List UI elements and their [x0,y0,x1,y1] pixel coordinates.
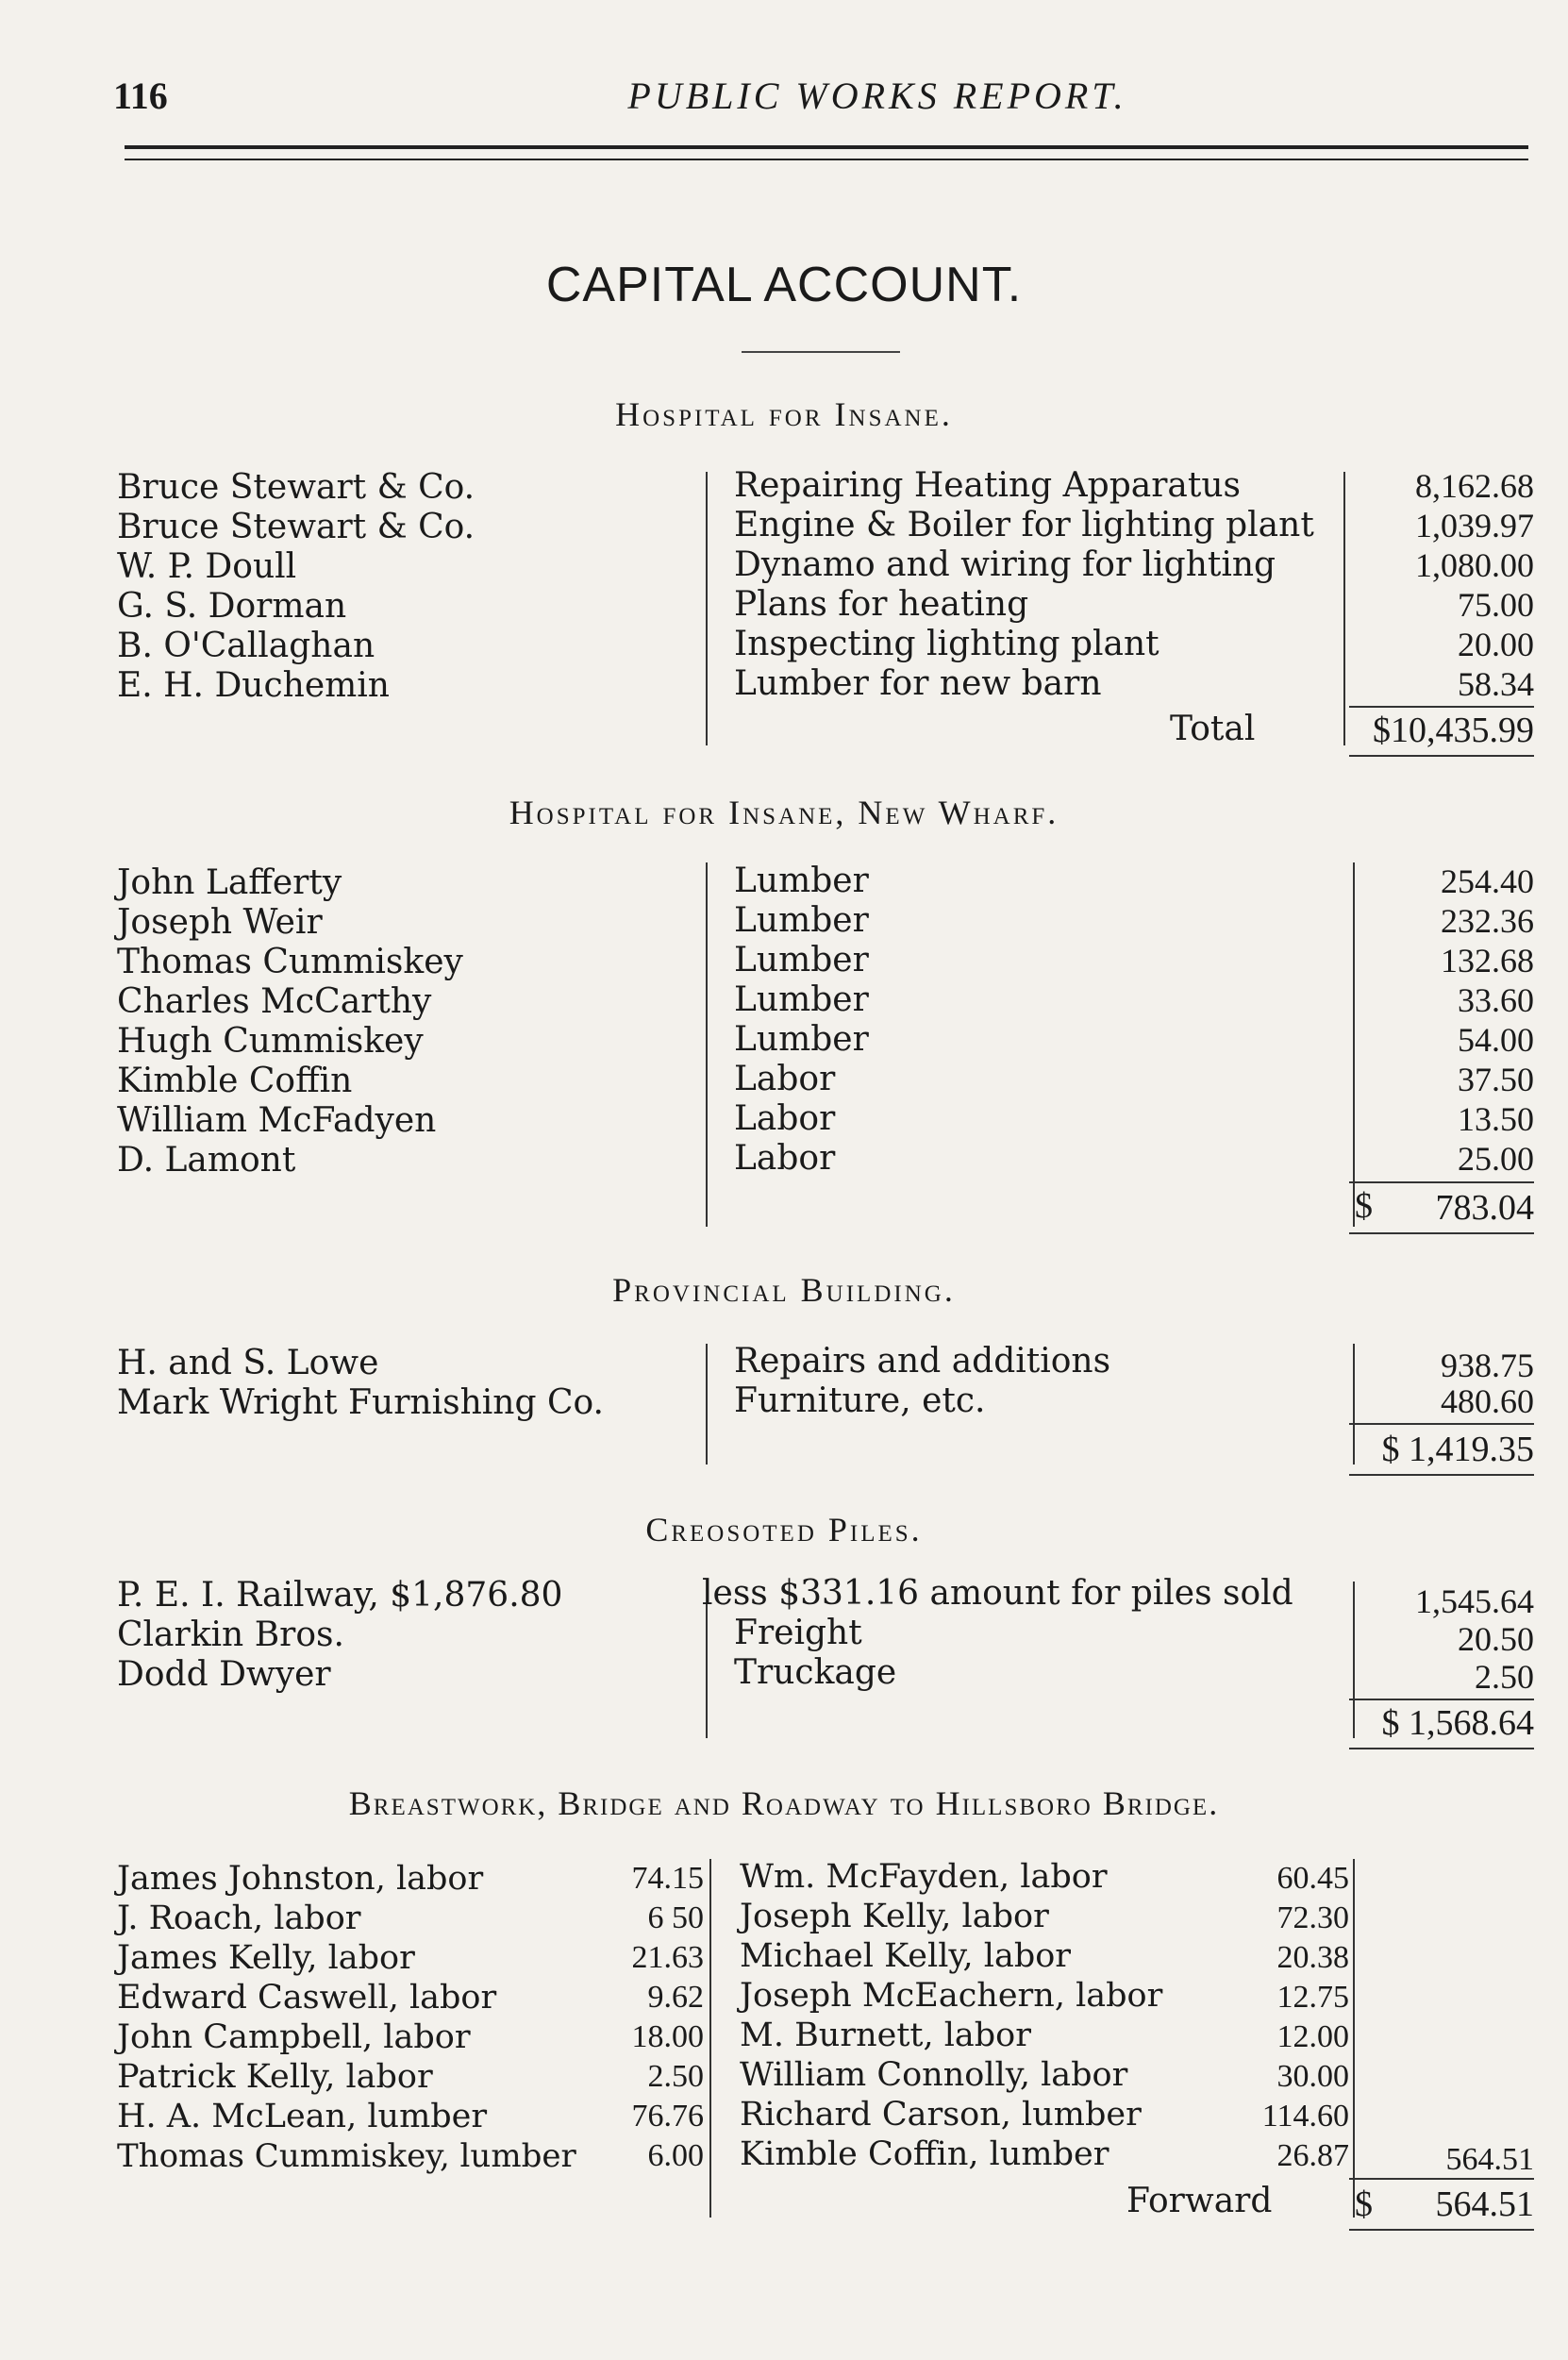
amount-rule [1349,1181,1534,1183]
description: Engine & Boiler for lighting plant [734,506,1314,544]
amount: 20.00 [1458,626,1534,663]
ledger-entry-name: Wm. McFayden, labor [740,1858,1108,1896]
section-total: $10,435.99 [1373,711,1534,750]
forward-label: Forward [1126,2182,1273,2220]
amount: 33.60 [1458,981,1534,1019]
description: Repairs and additions [734,1342,1111,1381]
ledger-entry-amount: 72.30 [1276,1900,1349,1935]
payee: D. Lamont [117,1141,296,1180]
ledger-entry-amount: 9.62 [647,1980,704,2015]
amount: 8,162.68 [1415,467,1534,505]
payee: P. E. I. Railway, $1,876.80 [117,1576,563,1615]
ledger-entry-name: Edward Caswell, labor [117,1979,497,2017]
ledger-entry-name: Joseph McEachern, labor [740,1977,1163,2015]
amount: 232.36 [1441,902,1534,940]
amount: 54.00 [1458,1021,1534,1059]
amount: 13.50 [1458,1100,1534,1138]
payee: Bruce Stewart & Co. [117,508,475,546]
amount: 480.60 [1441,1382,1534,1420]
column-rule [706,1604,708,1738]
description: Freight [734,1614,862,1652]
ledger-entry-name: James Kelly, labor [117,1939,415,1977]
section-heading-provincial: Provincial Building. [612,1271,956,1309]
description: Dynamo and wiring for lighting [734,545,1276,584]
description: Lumber for new barn [734,664,1102,703]
amount: 254.40 [1441,862,1534,900]
section-total: $ 1,419.35 [1381,1430,1534,1469]
section-subtotal: 564.51 [1445,2142,1534,2177]
ledger-entry-amount: 18.00 [631,2019,704,2054]
amount: 132.68 [1441,942,1534,979]
section-total: 783.04 [1435,1188,1534,1228]
description: Truckage [734,1653,897,1692]
header-rule [125,145,1528,160]
section-total: $ 1,568.64 [1381,1703,1534,1743]
total-rule [1349,1748,1534,1749]
ledger-entry-amount: 6 50 [647,1900,704,1935]
ledger-entry-name: William Connolly, labor [740,2056,1128,2094]
description: less $331.16 amount for piles sold [702,1574,1293,1613]
ledger-entry-name: James Johnston, labor [117,1860,484,1898]
total-rule [1349,1232,1534,1234]
ledger-entry-amount: 6.00 [647,2138,704,2173]
ledger-entry-name: John Campbell, labor [117,2018,471,2056]
payee: Dodd Dwyer [117,1655,331,1694]
payee: G. S. Dorman [117,587,347,626]
total-rule [1349,1474,1534,1476]
description: Lumber [734,901,869,940]
total-label: Total [1170,710,1256,748]
amount-rule [1349,1423,1534,1425]
amount: 58.34 [1458,665,1534,703]
total-rule [1349,2229,1534,2231]
column-rule [1353,1344,1355,1465]
section-heading-wharf: Hospital for Insane, New Wharf. [509,794,1059,831]
column-rule [1343,472,1345,745]
ledger-entry-name: Patrick Kelly, labor [117,2058,433,2096]
description: Furniture, etc. [734,1381,986,1420]
column-rule [1353,862,1355,1227]
description: Labor [734,1060,836,1098]
amount-rule [1349,1699,1534,1700]
amount: 1,039.97 [1415,507,1534,544]
amount: 20.50 [1458,1620,1534,1658]
running-title: PUBLIC WORKS REPORT. [627,75,1127,117]
column-rule [1353,1582,1355,1738]
amount: 2.50 [1475,1658,1534,1696]
description: Labor [734,1099,836,1138]
ledger-entry-name: Michael Kelly, labor [740,1937,1072,1975]
ledger-entry-amount: 26.87 [1276,2138,1349,2173]
payee: Thomas Cummiskey [117,943,463,981]
column-rule [706,472,708,745]
column-rule [706,1344,708,1465]
payee: John Lafferty [117,863,342,902]
ledger-entry-amount: 12.00 [1276,2019,1349,2054]
payee: Charles McCarthy [117,982,432,1021]
payee: Joseph Weir [117,903,323,942]
currency-symbol: $ [1355,2184,1373,2224]
ledger-entry-name: Joseph Kelly, labor [740,1898,1049,1935]
payee: Bruce Stewart & Co. [117,468,475,507]
currency-symbol: $ [1355,1186,1373,1226]
payee: W. P. Doull [117,547,297,586]
amount: 75.00 [1458,586,1534,624]
page-number: 116 [113,75,168,117]
payee: William McFadyen [117,1101,437,1140]
amount: 37.50 [1458,1061,1534,1098]
payee: B. O'Callaghan [117,627,375,665]
ledger-entry-name: Thomas Cummiskey, lumber [117,2137,576,2175]
ledger-entry-amount: 12.75 [1276,1980,1349,2015]
ledger-entry-amount: 30.00 [1276,2059,1349,2094]
running-head [113,74,1528,130]
ledger-entry-amount: 21.63 [631,1940,704,1975]
column-rule [1353,1859,1355,2218]
description: Labor [734,1139,836,1178]
ledger-entry-name: Richard Carson, lumber [740,2096,1142,2134]
ledger-entry-name: Kimble Coffin, lumber [740,2135,1109,2173]
forward-total: 564.51 [1435,2184,1534,2224]
amount: 1,545.64 [1415,1582,1534,1620]
description: Plans for heating [734,585,1029,624]
payee: Clarkin Bros. [117,1615,344,1654]
page-title: CAPITAL ACCOUNT. [545,258,1023,312]
description: Lumber [734,862,869,900]
payee: H. and S. Lowe [117,1344,379,1382]
ledger-entry-name: J. Roach, labor [117,1900,361,1937]
ledger-entry-amount: 76.76 [631,2099,704,2134]
amount-rule [1349,706,1534,708]
description: Lumber [734,941,869,979]
title-rule [742,351,900,353]
column-rule [706,862,708,1227]
column-rule [709,1859,711,2218]
ledger-entry-name: H. A. McLean, lumber [117,2098,488,2135]
amount-rule [1349,2178,1534,2180]
ledger-entry-name: M. Burnett, labor [740,2017,1031,2054]
ledger-entry-amount: 20.38 [1276,1940,1349,1975]
section-heading-creosoted: Creosoted Piles. [645,1511,923,1548]
description: Lumber [734,1020,869,1059]
amount: 938.75 [1441,1347,1534,1384]
ledger-entry-amount: 60.45 [1276,1861,1349,1896]
ledger-entry-amount: 74.15 [631,1861,704,1896]
ledger-entry-amount: 114.60 [1261,2099,1349,2134]
payee: Kimble Coffin [117,1062,353,1100]
section-heading-breastwork: Breastwork, Bridge and Roadway to Hillsboro Bridge. [348,1784,1220,1822]
payee: Hugh Cummiskey [117,1022,424,1061]
amount: 1,080.00 [1415,546,1534,584]
description: Inspecting lighting plant [734,625,1159,663]
payee: E. H. Duchemin [117,666,390,705]
description: Repairing Heating Apparatus [734,466,1241,505]
amount: 25.00 [1458,1140,1534,1178]
ledger-entry-amount: 2.50 [647,2059,704,2094]
section-heading-hospital: Hospital for Insane. [615,395,953,433]
description: Lumber [734,980,869,1019]
payee: Mark Wright Furnishing Co. [117,1383,604,1422]
total-rule [1349,755,1534,757]
